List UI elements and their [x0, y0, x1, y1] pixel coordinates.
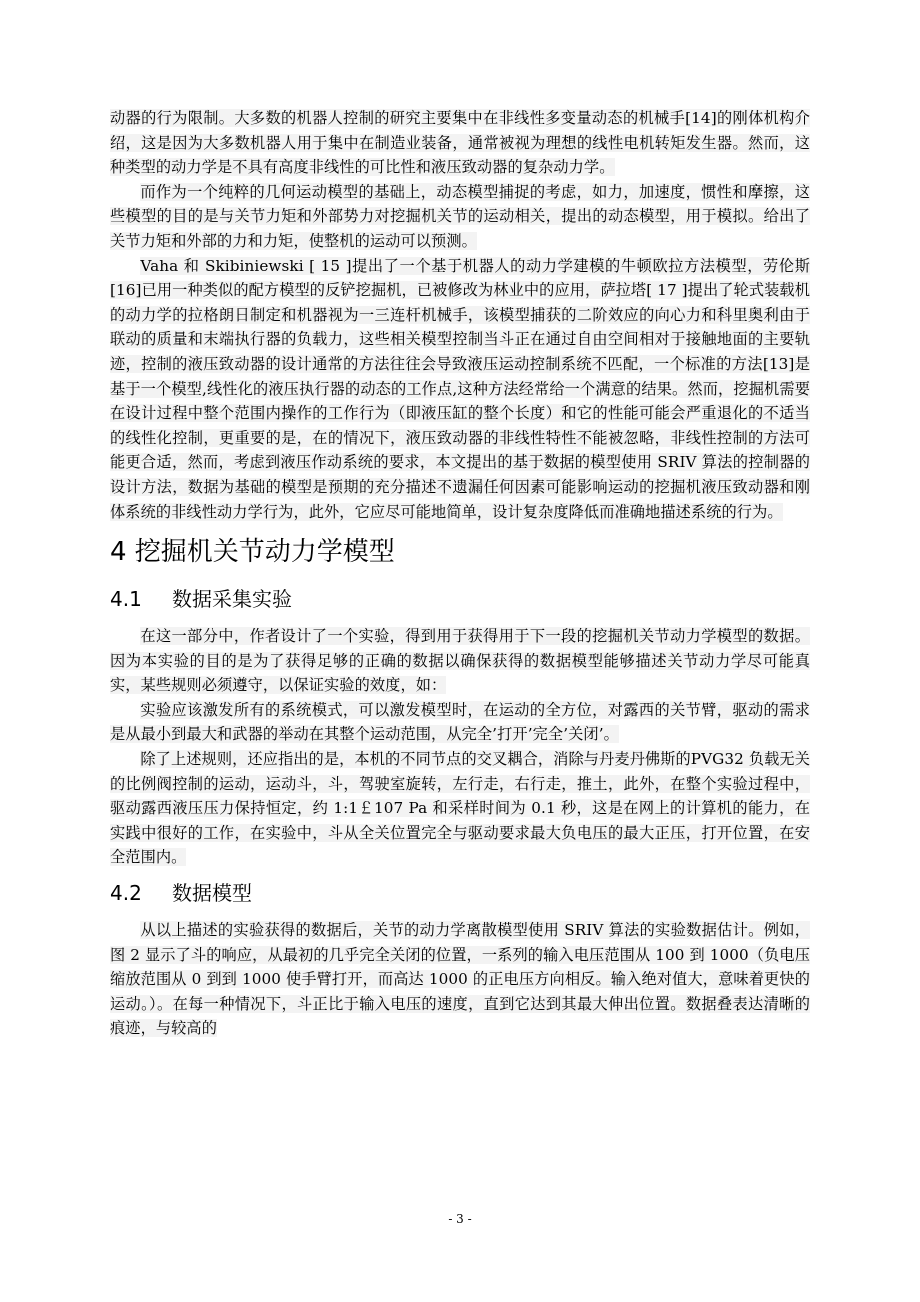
section-4-1-heading: [110, 582, 810, 616]
paragraph-4-1-b: 实验应该激发所有的系统模式，可以激发模型时，在运动的全方位，对露西的关节臂，驱动的需求是从最小到最大和武器的举动在其整个运动范围，从完全’打开’完全’关闭’。: [110, 700, 810, 744]
paragraph-2: 而作为一个纯粹的几何运动模型的基础上，动态模型捕捉的考虑，如力，加速度，惯性和摩擦，这些模型的目的是与关节力矩和外部势力对挖掘机关节的运动相关，提出的动态模型，用于模拟。给出了关节力矩和外部的力和力矩，使整机的运动可以预测。: [110, 182, 810, 250]
paragraph-4-1-c: 除了上述规则，还应指出的是，本机的不同节点的交叉耦合，消除与丹麦丹佛斯的PVG32 负载无关的比例阀控制的运动，运动斗，斗，驾驶室旋转，左行走，右行走，推土，此外，在整个实验过程中，驱动露西液压压力保持恒定，约 1:1￡107 Pa 和采样时间为 0.1 秒，这是在网上的计算机的能力，在实践中很好的工作，在实验中，斗从全关位置完全与驱动要求最大负电压的最大正压，打开位置，在安全范围内。: [110, 750, 810, 867]
paragraph-4-2-a: 从以上描述的实验获得的数据后，关节的动力学离散模型使用 SRIV 算法的实验数据估计。例如，图 2 显示了斗的响应，从最初的几乎完全关闭的位置，一系列的输入电压范围从 100 到 1000（负电压缩放范围从 0 到到 1000 使手臂打开，而高达 1000 的正电压方向相反。输入绝对值大，意味着更快的运动。）。在每一种情况下，斗正比于输入电压的速度，直到它达到其最大伸出位置。数据叠表达清晰的痕迹，与较高的: [110, 921, 810, 1038]
paragraph-1: 动器的行为限制。大多数的机器人控制的研究主要集中在非线性多变量动态的机械手[14]的刚体机构介绍，这是因为大多数机器人用于集中在制造业装备，通常被视为理想的线性电机转矩发生器。然而，这种类型的动力学是不具有高度非线性的可比性和液压致动器的复杂动力学。: [110, 109, 810, 177]
section-number: 4.2: [110, 881, 142, 906]
section-title: 数据采集实验: [172, 587, 292, 612]
page-content: [110, 106, 810, 1041]
section-4-2-heading: [110, 876, 810, 910]
section-4-heading: 4 挖掘机关节动力学模型: [110, 537, 395, 568]
section-title: 数据模型: [172, 881, 252, 906]
section-number: 4.1: [110, 587, 142, 612]
page-number: - 3 -: [448, 1212, 472, 1226]
paragraph-3: Vaha 和 Skibiniewski [ 15 ]提出了一个基于机器人的动力学建模的牛顿欧拉方法模型，劳伦斯[16]已用一种类似的配方模型的反铲挖掘机，已被修改为林业中的应用，萨拉塔[ 17 ]提出了轮式装载机的动力学的拉格朗日制定和机器视为一三连杆机械手，该模型捕获的二阶效应的向心力和科里奥利由于联动的质量和末端执行器的负载力，这些相关模型控制当斗正在通过自由空间相对于接触地面的主要轨迹，控制的液压致动器的设计通常的方法往往会导致液压运动控制系统不匹配，一个标准的方法[13]是基于一个模型,线性化的液压执行器的动态的工作点,这种方法经常给一个满意的结果。然而，挖掘机需要在设计过程中整个范围内操作的工作行为（即液压缸的整个长度）和它的性能可能会严重退化的不适当的线性化控制，更重要的是，在的情况下，液压致动器的非线性特性不能被忽略，非线性控制的方法可能更合适，然而，考虑到液压作动系统的要求，本文提出的基于数据的模型使用 SRIV 算法的控制器的设计方法，数据为基础的模型是预期的充分描述不遗漏任何因素可能影响运动的挖掘机液压致动器和刚体系统的非线性动力学行为，此外，它应尽可能地简单，设计复杂度降低而准确地描述系统的行为。: [110, 256, 810, 521]
paragraph-4-1-a: 在这一部分中，作者设计了一个实验，得到用于获得用于下一段的挖掘机关节动力学模型的数据。因为本实验的目的是为了获得足够的正确的数据以确保获得的数据模型能够描述关节动力学尽可能真实，某些规则必须遵守，以保证实验的效度，如：: [110, 627, 810, 695]
